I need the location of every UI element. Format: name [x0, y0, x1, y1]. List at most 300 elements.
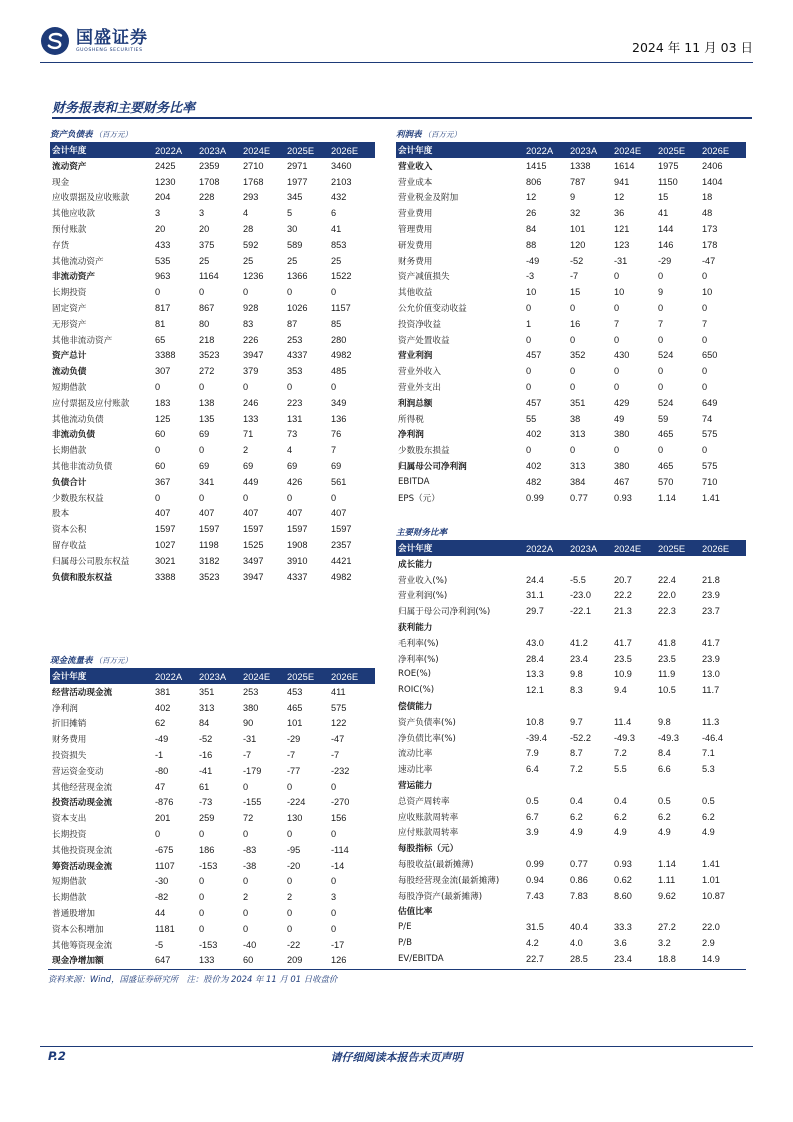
- cell-value: 253: [287, 334, 303, 345]
- cell-value: 817: [155, 303, 171, 314]
- cell-value: 575: [702, 461, 718, 472]
- cash-flow-table: [50, 654, 375, 968]
- cell-value: 0: [243, 829, 249, 840]
- cell-value: 16: [570, 318, 581, 329]
- cell-value: 1597: [287, 524, 308, 535]
- cash-flow-row: [50, 763, 375, 779]
- row-label: 资产处置收益: [398, 335, 450, 346]
- guosheng-logo-icon: [40, 26, 70, 56]
- cell-value: 485: [331, 366, 347, 377]
- cell-value: 22.0: [658, 590, 676, 601]
- cell-value: 4: [243, 208, 249, 219]
- cell-value: -7: [570, 271, 579, 282]
- cell-value: 178: [702, 239, 718, 250]
- column-header-year: 2025E: [658, 144, 686, 156]
- cell-value: 0: [702, 366, 708, 377]
- cell-value: 2971: [287, 160, 308, 171]
- cell-value: 535: [155, 255, 171, 266]
- cell-value: 4337: [287, 350, 308, 361]
- cell-value: 226: [243, 334, 259, 345]
- cell-value: 32: [570, 208, 581, 219]
- cell-value: 433: [155, 239, 171, 250]
- financial-ratios-row: [396, 856, 746, 872]
- income-statement-row: [396, 379, 746, 395]
- income-statement-row: [396, 190, 746, 206]
- cell-value: 131: [287, 413, 303, 424]
- cell-value: 8.3: [570, 685, 583, 696]
- income-statement-row: [396, 458, 746, 474]
- cell-value: 3910: [287, 555, 308, 566]
- column-header-year: 2022A: [526, 144, 554, 156]
- cell-value: 7.2: [570, 764, 583, 775]
- cell-value: 351: [570, 397, 586, 408]
- cell-value: 223: [287, 397, 303, 408]
- cell-value: 0: [243, 908, 249, 919]
- cell-value: 7.9: [526, 748, 539, 759]
- cell-value: 353: [287, 366, 303, 377]
- cash-flow-row: [50, 874, 375, 890]
- cell-value: 3460: [331, 160, 352, 171]
- cell-value: 3.6: [614, 938, 627, 949]
- row-label: 利润总额: [398, 398, 433, 409]
- cell-value: 130: [287, 813, 303, 824]
- row-label: 公允价值变动收益: [398, 304, 467, 315]
- cell-value: 313: [570, 429, 586, 440]
- income-statement-title-text: 利润表: [396, 130, 422, 140]
- row-label: 资产减值损失: [398, 272, 450, 283]
- balance-sheet-row: [50, 553, 375, 569]
- cell-value: 3947: [243, 571, 264, 582]
- cell-value: 0: [526, 334, 532, 345]
- cell-value: 280: [331, 334, 347, 345]
- column-header-year: 2023A: [199, 144, 227, 156]
- cell-value: -80: [155, 765, 169, 776]
- cell-value: 12: [526, 192, 537, 203]
- cell-value: 0: [331, 829, 337, 840]
- cell-value: 6.2: [658, 811, 671, 822]
- balance-sheet-row: [50, 427, 375, 443]
- cell-value: 1.14: [658, 492, 676, 503]
- cell-value: 0.62: [614, 874, 632, 885]
- cell-value: 1230: [155, 176, 176, 187]
- balance-sheet-row: [50, 379, 375, 395]
- balance-sheet-row: [50, 205, 375, 221]
- cell-value: 4337: [287, 571, 308, 582]
- row-label: 营运能力: [398, 781, 433, 792]
- cell-value: 44: [155, 908, 166, 919]
- row-label: 应收账款周转率: [398, 812, 459, 823]
- cell-value: 3388: [155, 350, 176, 361]
- cell-value: 307: [155, 366, 171, 377]
- cell-value: 5.5: [614, 764, 627, 775]
- cell-value: 84: [526, 224, 537, 235]
- cell-value: 28.5: [570, 953, 588, 964]
- cell-value: -49.3: [614, 732, 635, 743]
- cell-value: 6.2: [570, 811, 583, 822]
- row-label: 非流动负债: [52, 430, 95, 441]
- cell-value: 647: [155, 955, 171, 966]
- cell-value: -270: [331, 797, 350, 808]
- cell-value: 0: [243, 876, 249, 887]
- cell-value: 40.4: [570, 922, 588, 933]
- cell-value: 0: [614, 382, 620, 393]
- cell-value: 0: [570, 445, 576, 456]
- cell-value: 0: [199, 492, 205, 503]
- row-label: 现金净增加额: [52, 956, 104, 967]
- balance-sheet-header-row: [50, 142, 375, 158]
- cell-value: 0: [155, 492, 161, 503]
- cell-value: 407: [155, 508, 171, 519]
- cell-value: 4982: [331, 571, 352, 582]
- cell-value: 55: [526, 413, 537, 424]
- cell-value: -7: [287, 750, 296, 761]
- cell-value: 9: [658, 287, 664, 298]
- cell-value: 430: [614, 350, 630, 361]
- cell-value: 649: [702, 397, 718, 408]
- source-divider: [48, 969, 746, 970]
- cell-value: 15: [570, 287, 581, 298]
- cell-value: 0: [614, 271, 620, 282]
- cell-value: 69: [243, 461, 254, 472]
- cell-value: 6.2: [702, 811, 715, 822]
- column-header-label: 会计年度: [52, 146, 87, 156]
- cell-value: 0: [199, 923, 205, 934]
- row-label: 偿债能力: [398, 702, 433, 713]
- cell-value: -224: [287, 797, 306, 808]
- cell-value: 6.2: [614, 811, 627, 822]
- financial-ratios-row: [396, 682, 746, 698]
- cell-value: 0: [199, 829, 205, 840]
- cell-value: 69: [287, 461, 298, 472]
- cell-value: 0: [287, 492, 293, 503]
- row-label: 营业外支出: [398, 383, 441, 394]
- column-header-label: 会计年度: [52, 672, 87, 682]
- cell-value: -5: [155, 939, 164, 950]
- cell-value: 10.5: [658, 685, 676, 696]
- row-label: 估值比率: [398, 907, 433, 918]
- balance-sheet-row: [50, 458, 375, 474]
- row-label: EPS（元）: [398, 493, 440, 504]
- row-label: 净利润: [52, 703, 78, 714]
- cell-value: 125: [155, 413, 171, 424]
- cell-value: -77: [287, 765, 301, 776]
- row-label: 折旧摊销: [52, 719, 87, 730]
- cell-value: 0: [243, 781, 249, 792]
- cash-flow-row: [50, 684, 375, 700]
- cell-value: -153: [199, 939, 218, 950]
- cell-value: 1.14: [658, 859, 676, 870]
- cell-value: 1.11: [658, 874, 676, 885]
- cell-value: 3021: [155, 555, 176, 566]
- cell-value: 853: [331, 239, 347, 250]
- balance-sheet-row: [50, 158, 375, 174]
- cell-value: 1366: [287, 271, 308, 282]
- row-label: 筹资活动现金流: [52, 861, 113, 872]
- cell-value: 0: [570, 366, 576, 377]
- cell-value: 72: [243, 813, 254, 824]
- cell-value: -30: [155, 876, 169, 887]
- cell-value: 10: [702, 287, 713, 298]
- cell-value: 120: [570, 239, 586, 250]
- financial-ratios-title-text: 主要财务比率: [396, 528, 448, 538]
- row-label: 其他收益: [398, 288, 433, 299]
- cell-value: 429: [614, 397, 630, 408]
- row-label: 无形资产: [52, 319, 87, 330]
- title-divider: [52, 117, 752, 119]
- cell-value: 465: [287, 702, 303, 713]
- cell-value: 71: [243, 429, 254, 440]
- cell-value: 61: [199, 781, 210, 792]
- column-header-year: 2025E: [287, 670, 315, 682]
- cell-value: 375: [199, 239, 215, 250]
- column-header-year: 2023A: [570, 542, 598, 554]
- column-header-year: 2023A: [570, 144, 598, 156]
- cell-value: 0: [243, 287, 249, 298]
- cell-value: -52: [570, 255, 584, 266]
- balance-sheet-row: [50, 221, 375, 237]
- cell-value: 0.5: [526, 795, 539, 806]
- cell-value: 144: [658, 224, 674, 235]
- row-label: 资本支出: [52, 814, 87, 825]
- row-label: 营业利润: [398, 351, 433, 362]
- income-statement-row: [396, 316, 746, 332]
- cell-value: 13.3: [526, 669, 544, 680]
- cell-value: 88: [526, 239, 537, 250]
- cell-value: 23.9: [702, 653, 720, 664]
- cell-value: 0: [243, 492, 249, 503]
- cell-value: 246: [243, 397, 259, 408]
- cell-value: 201: [155, 813, 171, 824]
- cell-value: 351: [199, 686, 215, 697]
- balance-sheet-row: [50, 253, 375, 269]
- cash-flow-title: [50, 654, 375, 668]
- cell-value: 0: [658, 334, 664, 345]
- financial-ratios-row: [396, 651, 746, 667]
- cell-value: 0: [526, 366, 532, 377]
- balance-sheet-row: [50, 237, 375, 253]
- row-label: 长期借款: [52, 893, 87, 904]
- cell-value: 22.2: [614, 590, 632, 601]
- cell-value: 710: [702, 476, 718, 487]
- cell-value: 0.77: [570, 859, 588, 870]
- row-label: 每股经营现金流(最新摊薄): [398, 875, 500, 886]
- cell-value: 0: [331, 923, 337, 934]
- cell-value: 411: [331, 686, 346, 697]
- row-label: 研发费用: [398, 240, 433, 251]
- cell-value: 575: [331, 702, 347, 713]
- cell-value: 6.7: [526, 811, 539, 822]
- cell-value: 0: [702, 303, 708, 314]
- row-label: 负债和股东权益: [52, 572, 113, 583]
- column-header-year: 2024E: [614, 144, 642, 156]
- cell-value: 3947: [243, 350, 264, 361]
- column-header-year: 2026E: [702, 542, 730, 554]
- balance-sheet-row: [50, 521, 375, 537]
- cell-value: 60: [155, 429, 166, 440]
- cell-value: 1164: [199, 271, 219, 282]
- cell-value: -31: [614, 255, 628, 266]
- row-label: 投资活动现金流: [52, 798, 113, 809]
- cell-value: 7.43: [526, 890, 544, 901]
- cell-value: 806: [526, 176, 542, 187]
- balance-sheet-row: [50, 190, 375, 206]
- cell-value: 0: [570, 303, 576, 314]
- cell-value: 407: [243, 508, 259, 519]
- row-label: 营业利润(%): [398, 591, 448, 602]
- financial-ratios-row: [396, 603, 746, 619]
- row-label: P/B: [398, 938, 412, 949]
- cell-value: -7: [331, 750, 340, 761]
- cell-value: 47: [155, 781, 166, 792]
- cell-value: 156: [331, 813, 347, 824]
- cell-value: 0: [526, 382, 532, 393]
- cell-value: 228: [199, 192, 215, 203]
- cell-value: 259: [199, 813, 215, 824]
- income-statement-row: [396, 474, 746, 490]
- cash-flow-row: [50, 937, 375, 953]
- cell-value: 0: [155, 382, 161, 393]
- cell-value: 2.9: [702, 938, 715, 949]
- cell-value: 367: [155, 476, 171, 487]
- cell-value: 0: [155, 445, 161, 456]
- cell-value: 84: [199, 718, 210, 729]
- cell-value: 133: [243, 413, 259, 424]
- cell-value: 0.99: [526, 859, 544, 870]
- cell-value: -47: [702, 255, 716, 266]
- cell-value: 384: [570, 476, 586, 487]
- row-label: 净负债比率(%): [398, 733, 456, 744]
- cell-value: 0: [570, 382, 576, 393]
- cell-value: 23.5: [614, 653, 632, 664]
- income-statement-row: [396, 427, 746, 443]
- cell-value: 650: [702, 350, 718, 361]
- balance-sheet-row: [50, 569, 375, 585]
- balance-sheet-unit: （百万元）: [94, 130, 133, 139]
- cash-flow-row: [50, 826, 375, 842]
- cell-value: 407: [287, 508, 303, 519]
- row-label: 速动比率: [398, 765, 433, 776]
- cell-value: 0: [614, 366, 620, 377]
- cell-value: 0: [702, 445, 708, 456]
- cell-value: 18.8: [658, 953, 676, 964]
- cell-value: 186: [199, 844, 215, 855]
- financial-ratios-row: [396, 809, 746, 825]
- cell-value: 8.4: [658, 748, 671, 759]
- cell-value: 1415: [526, 160, 547, 171]
- column-header-year: 2026E: [331, 670, 359, 682]
- cell-value: 432: [331, 192, 347, 203]
- cell-value: -1: [155, 750, 164, 761]
- cell-value: 24.4: [526, 574, 544, 585]
- cell-value: 122: [331, 718, 347, 729]
- cell-value: 48: [702, 208, 713, 219]
- cell-value: 3: [199, 208, 205, 219]
- cell-value: 963: [155, 271, 171, 282]
- cell-value: 41.8: [658, 637, 676, 648]
- financial-ratios-header-row: [396, 540, 746, 556]
- cell-value: 29.7: [526, 606, 544, 617]
- cell-value: 465: [658, 461, 674, 472]
- financial-ratios-row: [396, 904, 746, 920]
- cell-value: 81: [155, 318, 166, 329]
- balance-sheet-row: [50, 442, 375, 458]
- cell-value: 402: [526, 461, 542, 472]
- row-label: 财务费用: [398, 256, 433, 267]
- cell-value: 0: [199, 287, 205, 298]
- row-label: 所得税: [398, 414, 424, 425]
- financial-ratios-row: [396, 888, 746, 904]
- cell-value: -49: [526, 255, 540, 266]
- income-statement-row: [396, 395, 746, 411]
- row-label: 成长能力: [398, 559, 433, 570]
- income-statement-title: [396, 128, 746, 142]
- income-statement-row: [396, 158, 746, 174]
- cell-value: 36: [614, 208, 625, 219]
- cell-value: 3523: [199, 571, 220, 582]
- cell-value: 380: [614, 461, 630, 472]
- row-label: 长期借款: [52, 446, 87, 457]
- cell-value: 0.77: [570, 492, 588, 503]
- column-header-year: 2022A: [155, 670, 183, 682]
- cell-value: 313: [570, 461, 586, 472]
- cell-value: -47: [331, 734, 345, 745]
- cell-value: 23.9: [702, 590, 720, 601]
- cell-value: 1525: [243, 540, 264, 551]
- financial-ratios-row: [396, 714, 746, 730]
- cash-flow-header-row: [50, 668, 375, 684]
- cash-flow-row: [50, 716, 375, 732]
- row-label: 其他应收款: [52, 209, 95, 220]
- balance-sheet-row: [50, 506, 375, 522]
- cash-flow-row: [50, 779, 375, 795]
- cell-value: -232: [331, 765, 350, 776]
- cell-value: 38: [570, 413, 581, 424]
- cell-value: -39.4: [526, 732, 547, 743]
- cell-value: -155: [243, 797, 262, 808]
- row-label: 总资产周转率: [398, 796, 450, 807]
- row-label: 流动比率: [398, 749, 433, 760]
- cell-value: 0: [331, 492, 337, 503]
- cell-value: 426: [287, 476, 303, 487]
- cash-flow-row: [50, 953, 375, 969]
- cell-value: 101: [570, 224, 586, 235]
- balance-sheet-row: [50, 395, 375, 411]
- cell-value: 867: [199, 303, 215, 314]
- balance-sheet-row: [50, 174, 375, 190]
- row-label: 股本: [52, 509, 70, 520]
- row-label: 应付账款周转率: [398, 828, 459, 839]
- cell-value: 524: [658, 397, 674, 408]
- row-label: 长期投资: [52, 830, 87, 841]
- row-label: 营运资金变动: [52, 766, 104, 777]
- cell-value: 62: [155, 718, 166, 729]
- row-label: 营业税金及附加: [398, 193, 459, 204]
- cell-value: -41: [199, 765, 213, 776]
- cell-value: 0.86: [570, 874, 588, 885]
- column-header-year: 2024E: [243, 670, 271, 682]
- cell-value: 7.83: [570, 890, 588, 901]
- row-label: 资本公积: [52, 525, 87, 536]
- cell-value: 575: [702, 429, 718, 440]
- financial-ratios-row: [396, 619, 746, 635]
- cell-value: 25: [287, 255, 298, 266]
- financial-ratios-row: [396, 730, 746, 746]
- row-label: 少数股东损益: [398, 446, 450, 457]
- cell-value: 380: [614, 429, 630, 440]
- brand-name-cn: 国盛证券: [76, 27, 148, 48]
- cell-value: 9.62: [658, 890, 676, 901]
- cell-value: 407: [199, 508, 215, 519]
